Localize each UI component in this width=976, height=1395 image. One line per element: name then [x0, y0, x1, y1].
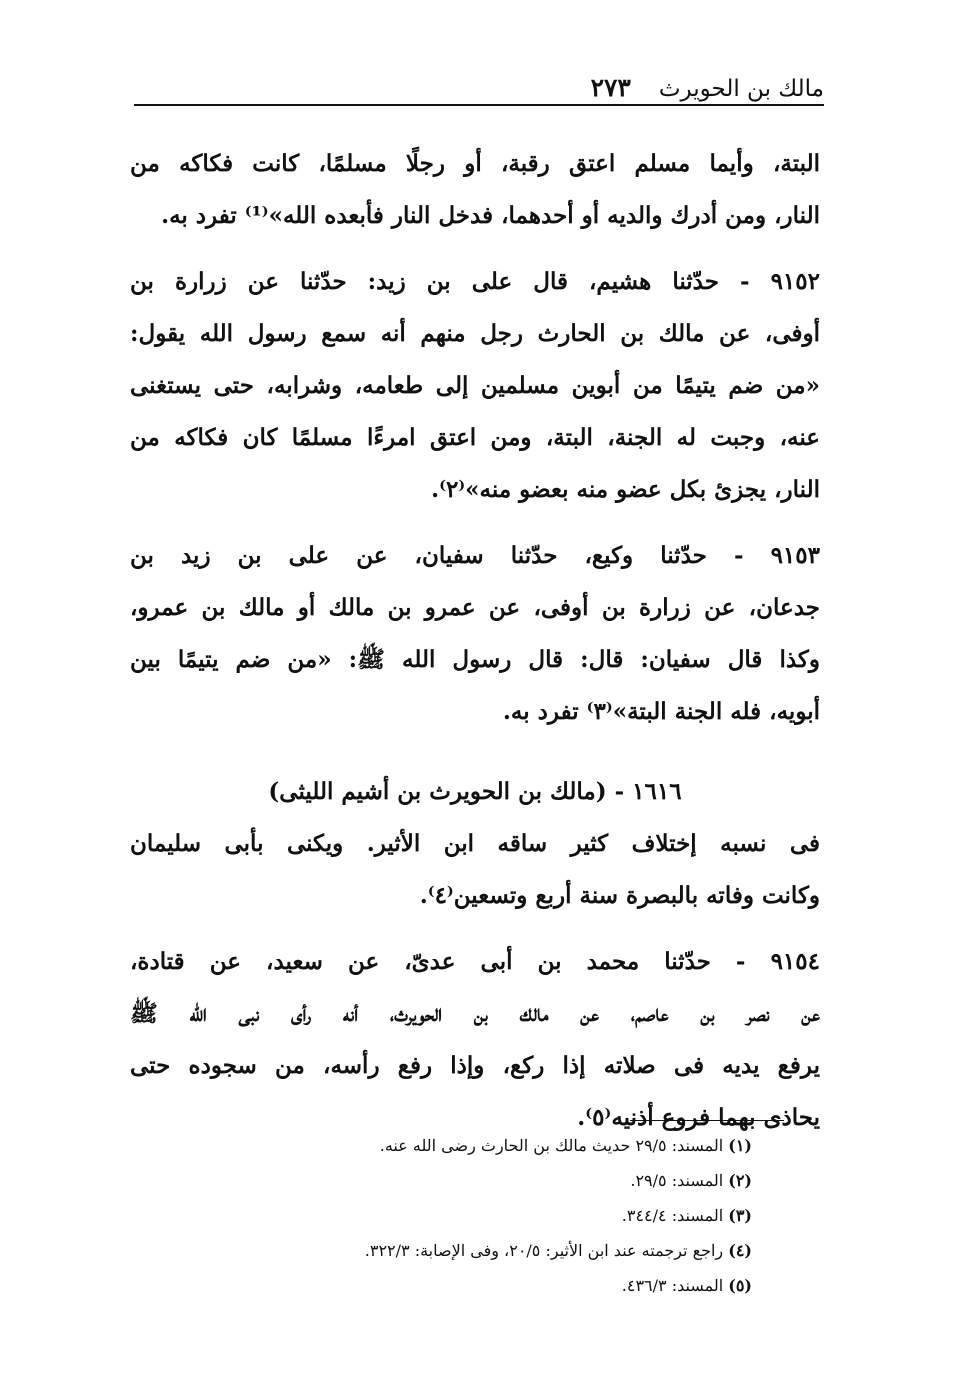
text-line: النار، ومن أدرك والديه أو أحدهما، فدخل النار فأبعده الله»⁽¹⁾ تفرد به. [161, 202, 820, 229]
text-line: يرفع يديه فى صلاته إذا ركع، وإذا رفع رأسه، من سجوده حتى [130, 1052, 820, 1079]
footnote-text: المسند: ٣٤٤/٤. [621, 1206, 724, 1225]
text-line: عنه، وجبت له الجنة، البتة، ومن اعتق امرءًا مسلمًا كان فكاكه من [130, 424, 820, 451]
text-line: وكذا قال سفيان: قال: قال رسول الله ﷺ: «من ضم يتيمًا بين [130, 646, 820, 673]
footnote-text: راجع ترجمته عند ابن الأثير: ٢٠/٥، وفى الإصابة: ٣٢٢/٣. [364, 1241, 724, 1260]
footnote-1 [200, 1128, 752, 1163]
footnote-text: المسند: ٤٣٦/٣. [621, 1276, 724, 1295]
header-title: مالك بن الحويرث [658, 76, 824, 102]
text-line: النار، يجزئ بكل عضو منه بعضو منه»⁽٢⁾. [431, 476, 820, 503]
footnote-text: المسند: ٢٩/٥ حديث مالك بن الحارث رضى الله عنه. [379, 1136, 724, 1155]
text-line: عن نصر بن عاصم، عن مالك بن الحويرث، أنه رأى نبى الله ﷺ [130, 1000, 820, 1027]
footnote-mark: (٤) [728, 1241, 752, 1260]
text-line: البتة، وأيما مسلم اعتق رقبة، أو رجلًا مسلمًا، كانت فكاكه من [130, 150, 820, 177]
hadith-9152-line: ٩١٥٢ - حدّثنا هشيم، قال على بن زيد: حدّثنا عن زرارة بن [130, 268, 820, 295]
footnote-2 [200, 1163, 752, 1198]
footnotes [200, 1128, 752, 1303]
text-line: أوفى، عن مالك بن الحارث رجل منهم أنه سمع رسول الله يقول: [130, 320, 820, 347]
footnote-4 [200, 1233, 752, 1268]
footnote-mark: (٢) [728, 1171, 752, 1190]
text-line: أبويه، فله الجنة البتة»⁽٣⁾ تفرد به. [502, 698, 820, 725]
footnote-mark: (٥) [728, 1276, 752, 1295]
footnote-3 [200, 1198, 752, 1233]
footnote-5 [200, 1268, 752, 1303]
header-rule [134, 104, 824, 106]
page-number: ٢٧٣ [590, 73, 631, 102]
hadith-9154-line: ٩١٥٤ - حدّثنا محمد بن أبى عدىّ، عن سعيد، عن قتادة، [130, 948, 820, 975]
text-line: «من ضم يتيمًا من أبوين مسلمين إلى طعامه، وشرابه، حتى يستغنى [130, 372, 820, 399]
main-text [130, 138, 820, 1144]
text-line: جدعان، عن زرارة بن أوفى، عن عمرو بن مالك أو مالك بن عمرو، [130, 594, 820, 621]
footnote-text: المسند: ٢٩/٥. [630, 1171, 724, 1190]
footnote-mark: (٣) [728, 1206, 752, 1225]
text-line: يحاذى بهما فروع أذنيه⁽٥⁾. [577, 1104, 820, 1131]
footnote-mark: (١) [728, 1136, 752, 1155]
hadith-9153-line: ٩١٥٣ - حدّثنا وكيع، حدّثنا سفيان، عن على بن زيد بن [130, 542, 820, 569]
text-line: فى نسبه إختلاف كثير ساقه ابن الأثير. ويكنى بأبى سليمان [130, 830, 820, 857]
biography-heading: ١٦١٦ - (مالك بن الحويرث بن أشيم الليثى) [268, 778, 682, 805]
text-line: وكانت وفاته بالبصرة سنة أربع وتسعين⁽٤⁾. [419, 882, 820, 909]
footnote-rule [630, 1120, 784, 1121]
running-header [134, 58, 824, 102]
